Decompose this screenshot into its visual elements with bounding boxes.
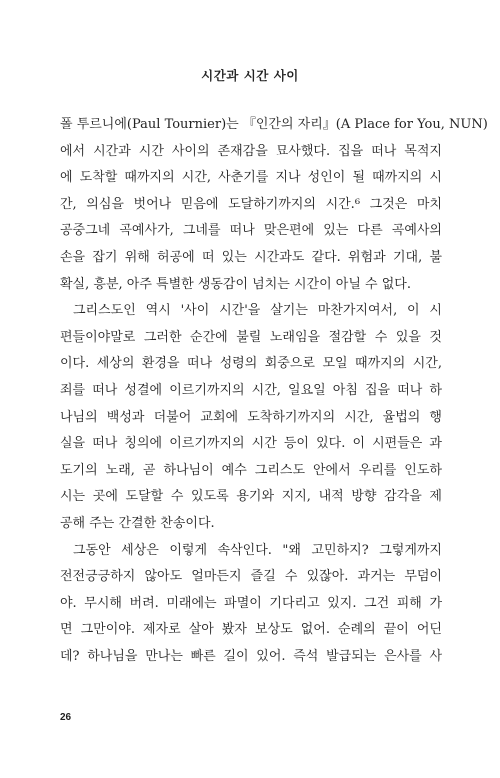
text-line: 도기의 노래, 곧 하나님이 예수 그리스도 안에서 우리를 인도하 — [60, 462, 442, 478]
text-line: 나님의 백성과 더불어 교회에 도착하기까지의 시간, 율법의 행 — [60, 409, 442, 425]
text-line: 실을 떠나 칭의에 이르기까지의 시간 등이 있다. 이 시편들은 과 — [60, 436, 442, 452]
text-line: 손을 잡기 위해 허공에 떠 있는 시간과도 같다. 위험과 기대, 불 — [60, 249, 442, 265]
text-line: 이다. 세상의 환경을 떠나 성령의 회중으로 모일 때까지의 시간, — [60, 356, 442, 372]
text-line: 공해 주는 간결한 찬송이다. — [60, 515, 215, 531]
text-line: 확실, 흥분, 아주 특별한 생동감이 넘치는 시간이 아닐 수 없다. — [60, 276, 411, 292]
text-line: 면 그만이야. 제자로 살아 봤자 보상도 없어. 순례의 끝이 어딘 — [60, 622, 442, 638]
chapter-title: 시간과 시간 사이 — [201, 68, 299, 83]
text-line: 그동안 세상은 이렇게 속삭인다. "왜 고민하지? 그렇게까지 — [73, 542, 442, 558]
text-line: 공중그네 곡예사가, 그네를 떠나 맞은편에 있는 다른 곡예사의 — [60, 223, 442, 239]
text-line: 야. 무시해 버려. 미래에는 파멸이 기다리고 있지. 그건 피해 가 — [60, 595, 442, 611]
body-text — [60, 112, 488, 670]
text-line: 시는 곳에 도달할 수 있도록 용기와 지지, 내적 방향 감각을 제 — [60, 489, 442, 505]
text-line: 폴 투르니에(Paul Tournier)는 『인간의 자리』(A Place for You, NUN) — [60, 117, 488, 132]
text-line: 전전긍긍하지 않아도 얼마든지 즐길 수 있잖아. 과거는 무덤이 — [60, 569, 442, 585]
page-number: 26 — [60, 712, 72, 723]
text-line: 에서 시간과 시간 사이의 존재감을 묘사했다. 집을 떠나 목적지 — [60, 143, 442, 159]
text-line: 편들이야말로 그러한 순간에 불릴 노래임을 절감할 수 있을 것 — [60, 329, 442, 345]
text-line: 데? 하나님을 만나는 빠른 길이 있어. 즉석 발급되는 은사를 사 — [60, 648, 442, 664]
text-line: 간, 의심을 벗어나 믿음에 도달하기까지의 시간.⁶ 그것은 마치 — [60, 196, 442, 212]
text-line: 그리스도인 역시 '사이 시간'을 살기는 마찬가지여서, 이 시 — [73, 303, 442, 319]
text-line: 죄를 떠나 성결에 이르기까지의 시간, 일요일 아침 집을 떠나 하 — [60, 382, 442, 398]
text-line: 에 도착할 때까지의 시간, 사춘기를 지나 성인이 될 때까지의 시 — [60, 170, 442, 186]
